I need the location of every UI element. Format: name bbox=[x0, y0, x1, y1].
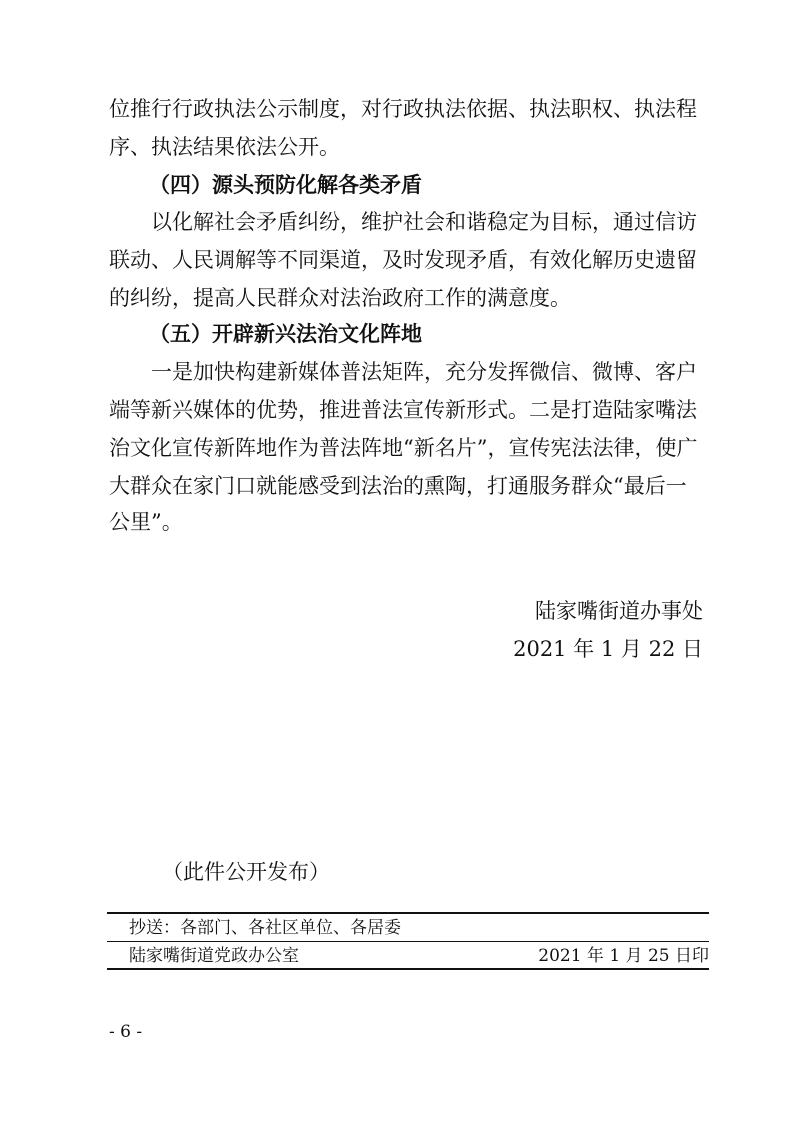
paragraph-line: 以化解社会矛盾纠纷，维护社会和谐稳定为目标，通过信访 bbox=[151, 210, 697, 234]
footer-middle-rule bbox=[107, 941, 709, 942]
paragraph-line: 端等新兴媒体的优势，推进普法宣传新形式。二是打造陆家嘴法 bbox=[109, 398, 697, 422]
footer-top-rule bbox=[107, 912, 709, 914]
cc-line: 抄送：各部门、各社区单位、各居委 bbox=[129, 918, 401, 938]
paragraph-line: 联动、人民调解等不同渠道，及时发现矛盾，有效化解历史遗留 bbox=[109, 248, 697, 272]
paragraph-line: 公里”。 bbox=[109, 510, 183, 534]
issuer-signature: 陆家嘴街道办事处 bbox=[535, 599, 703, 623]
paragraph-line: 大群众在家门口就能感受到法治的熏陶，打通服务群众“最后一 bbox=[109, 474, 687, 498]
section-heading-5: （五）开辟新兴法治文化阵地 bbox=[149, 322, 422, 346]
paragraph-line: 的纠纷，提高人民群众对法治政府工作的满意度。 bbox=[109, 286, 571, 310]
issuing-office-row bbox=[109, 944, 709, 968]
paragraph-line: 位推行行政执法公示制度，对行政执法依据、执法职权、执法程 bbox=[109, 97, 697, 121]
section-heading-4: （四）源头预防化解各类矛盾 bbox=[149, 173, 422, 197]
page-number: - 6 - bbox=[109, 1022, 143, 1042]
paragraph-line: 序、执法结果依法公开。 bbox=[109, 135, 340, 159]
issue-date: 2021 年 1 月 22 日 bbox=[513, 637, 703, 661]
print-date: 2021 年 1 月 25 日印 bbox=[538, 946, 709, 966]
release-note: （此件公开发布） bbox=[162, 860, 330, 884]
paragraph-line: 治文化宣传新阵地作为普法阵地“新名片”，宣传宪法法律，使广 bbox=[109, 436, 698, 460]
paragraph-line: 一是加快构建新媒体普法矩阵，充分发挥微信、微博、客户 bbox=[151, 360, 697, 384]
footer-bottom-rule bbox=[107, 968, 709, 970]
issuing-office: 陆家嘴街道党政办公室 bbox=[129, 946, 299, 966]
